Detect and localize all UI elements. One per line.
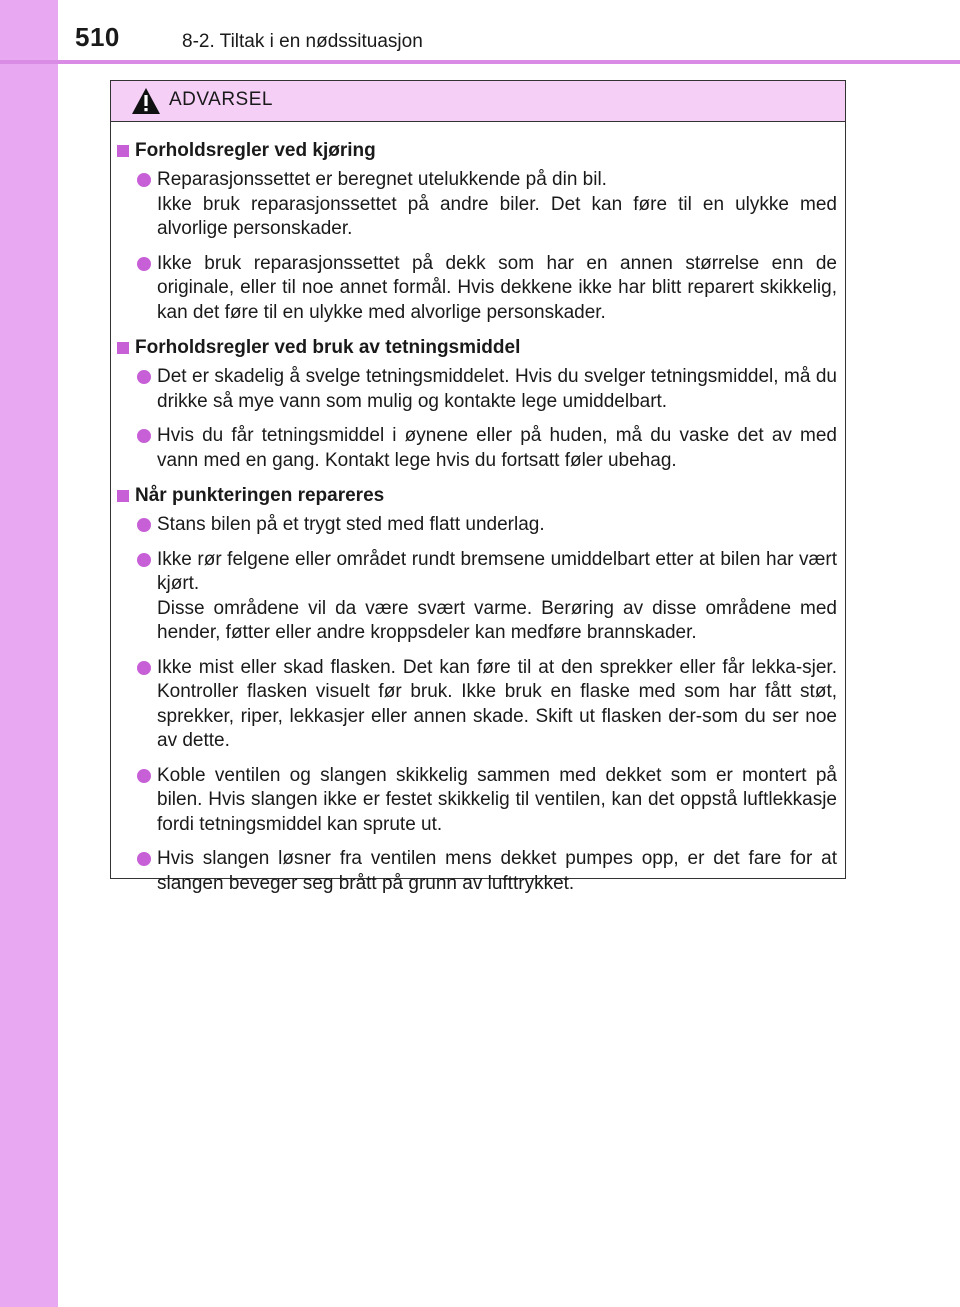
warning-list-item: [137, 424, 837, 473]
square-bullet-icon: [117, 145, 129, 157]
warning-subheading: [117, 335, 837, 361]
item-paragraph: Ikke bruk reparasjonssettet på dekk som har en annen størrelse enn de originale, eller til noe annet formål. Hvis dekkene ikke har blitt reparert skikkelig, kan det føre til en ulykke med alvorlige personskader.: [157, 252, 837, 323]
warning-header: [111, 81, 845, 122]
warning-list-item: [137, 168, 837, 242]
round-bullet-icon: [137, 769, 151, 783]
item-text: [157, 764, 837, 838]
round-bullet-icon: [137, 661, 151, 675]
item-text: [157, 656, 837, 754]
round-bullet-icon: [137, 173, 151, 187]
warning-body: [111, 122, 845, 896]
warning-subheading: [117, 138, 837, 164]
subheading-text: Når punkteringen repareres: [135, 485, 385, 506]
round-bullet-icon: [137, 257, 151, 271]
item-paragraph: Ikke rør felgene eller området rundt bremsene umiddelbart etter at bilen har vært kjørt.: [157, 548, 837, 594]
item-text: [157, 168, 837, 242]
warning-list-item: [137, 656, 837, 754]
item-text: [157, 424, 837, 473]
item-paragraph: Ikke mist eller skad flasken. Det kan føre til at den sprekker eller får lekka-sjer. Kontroller flasken visuelt før bruk. Ikke bruk en flaske med som har fått støt, sprekker, riper, lekkasjer eller annen skade. Skift ut flasken der-som du ser noe av dette.: [157, 656, 837, 751]
header-side-band: [0, 0, 58, 60]
item-paragraph: Disse områdene vil da være svært varme. Berøring av disse områdene med hender, føtter eller andre kroppsdeler kan medføre brannskader.: [157, 597, 837, 643]
header-rule: [0, 60, 960, 64]
warning-list-item: [137, 847, 837, 896]
round-bullet-icon: [137, 429, 151, 443]
warning-list-item: [137, 513, 837, 538]
square-bullet-icon: [117, 490, 129, 502]
warning-triangle-icon: [131, 87, 161, 115]
item-paragraph: Ikke bruk reparasjonssettet på andre biler. Det kan føre til en ulykke med alvorlige personskader.: [157, 193, 837, 239]
warning-subheading: [117, 483, 837, 509]
item-paragraph: Det er skadelig å svelge tetningsmiddelet. Hvis du svelger tetningsmiddel, må du drikke så mye vann som mulig og kontakte lege umiddelbart.: [157, 366, 837, 412]
item-paragraph: Koble ventilen og slangen skikkelig sammen med dekket som er montert på bilen. Hvis slangen ikke er festet skikkelig til ventilen, kan det oppstå luftlekkasje fordi tetningsmiddel kan sprute ut.: [157, 764, 837, 835]
warning-label: ADVARSEL: [169, 89, 273, 110]
warning-list-item: [137, 252, 837, 326]
round-bullet-icon: [137, 370, 151, 384]
warning-list-item: [137, 764, 837, 838]
side-color-band: [0, 0, 58, 1307]
round-bullet-icon: [137, 518, 151, 532]
warning-box: [110, 80, 846, 894]
item-paragraph: Hvis du får tetningsmiddel i øynene eller på huden, må du vaske det av med vann med en gang. Kontakt lege hvis du fortsatt føler ubehag.: [157, 425, 837, 471]
item-text: [157, 252, 837, 326]
subheading-text: Forholdsregler ved bruk av tetningsmiddel: [135, 337, 521, 358]
item-paragraph: Reparasjonssettet er beregnet utelukkende på din bil.: [157, 169, 607, 190]
item-text: [157, 513, 837, 538]
square-bullet-icon: [117, 342, 129, 354]
item-text: [157, 847, 837, 896]
subheading-text: Forholdsregler ved kjøring: [135, 140, 376, 161]
item-text: [157, 548, 837, 646]
item-text: [157, 365, 837, 414]
section-title: 8-2. Tiltak i en nødssituasjon: [182, 31, 423, 52]
warning-list-item: [137, 365, 837, 414]
page-header: [0, 0, 960, 60]
warning-list-item: [137, 548, 837, 646]
item-paragraph: Stans bilen på et trygt sted med flatt underlag.: [157, 514, 545, 535]
page-number: 510: [75, 22, 120, 52]
round-bullet-icon: [137, 852, 151, 866]
item-paragraph: Hvis slangen løsner fra ventilen mens dekket pumpes opp, er det fare for at slangen beveger seg brått på grunn av lufttrykket.: [157, 848, 837, 894]
round-bullet-icon: [137, 553, 151, 567]
